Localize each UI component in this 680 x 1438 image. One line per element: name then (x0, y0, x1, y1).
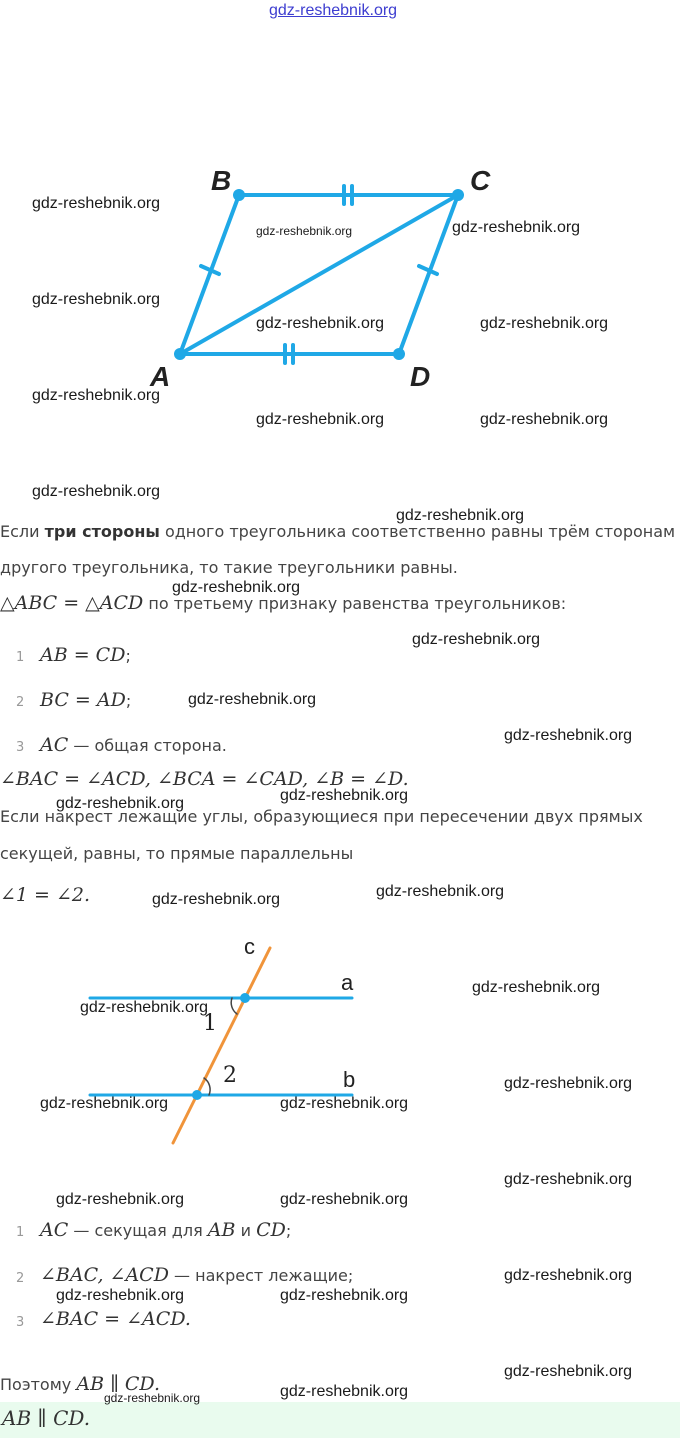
label-angle-2: 2 (223, 1063, 237, 1088)
paragraph-sss-line1: Если три стороны одного треугольника соответственно равны трём сторонам (0, 522, 676, 541)
answer-text: AB ∥ CD. (2, 1406, 91, 1430)
watermark: gdz-reshebnik.org (452, 219, 581, 236)
watermark: gdz-reshebnik.org (504, 1075, 633, 1092)
watermark: gdz-reshebnik.org (480, 411, 609, 428)
watermark: gdz-reshebnik.org (280, 787, 409, 804)
watermark: gdz-reshebnik.org (56, 1287, 185, 1304)
point-b (233, 189, 245, 201)
watermark: gdz-reshebnik.org (104, 1391, 201, 1405)
watermark: gdz-reshebnik.org (472, 979, 601, 996)
watermark: gdz-reshebnik.org (32, 483, 161, 500)
watermark: gdz-reshebnik.org (32, 387, 161, 404)
list1-item-2: BC = AD; (40, 689, 132, 711)
paragraph-parallel-line2: секущей, равны, то прямые параллельны (0, 844, 354, 863)
therefore-statement: Поэтому AB ∥ CD. (0, 1373, 161, 1395)
list2-item-1: AC — секущая для AB и CD; (40, 1219, 292, 1241)
label-c-line: c (244, 934, 255, 959)
paragraph-sss-line2: другого треугольника, то такие треугольники равны. (0, 558, 458, 577)
list1-number-3: 3 (16, 740, 25, 755)
label-a: A (150, 361, 171, 392)
top-watermark-link[interactable]: gdz-reshebnik.org (269, 2, 398, 19)
watermark: gdz-reshebnik.org (152, 891, 281, 908)
list2-number-2: 2 (16, 1271, 25, 1286)
watermark: gdz-reshebnik.org (480, 315, 609, 332)
parallelogram-figure (0, 150, 680, 400)
list2-number-1: 1 (16, 1225, 25, 1240)
watermark: gdz-reshebnik.org (32, 195, 161, 212)
angle-1-eq-2: ∠1 = ∠2. (0, 884, 91, 906)
watermark: gdz-reshebnik.org (504, 1363, 633, 1380)
intersection-ac (240, 993, 250, 1003)
label-b-line: b (343, 1067, 356, 1092)
list1-number-1: 1 (16, 650, 25, 665)
point-c (452, 189, 464, 201)
watermark: gdz-reshebnik.org (80, 999, 209, 1016)
list2-number-3: 3 (16, 1315, 25, 1330)
watermark: gdz-reshebnik.org (412, 631, 541, 648)
watermark: gdz-reshebnik.org (280, 1383, 409, 1400)
watermark: gdz-reshebnik.org (172, 579, 301, 596)
watermark: gdz-reshebnik.org (396, 507, 525, 524)
point-a (174, 348, 186, 360)
watermark: gdz-reshebnik.org (256, 224, 353, 238)
watermark: gdz-reshebnik.org (32, 291, 161, 308)
label-a-line: a (341, 970, 354, 995)
side-cd (399, 195, 458, 354)
paragraph-congruence: △ABC = △ACD по третьему признаку равенства треугольников: (0, 592, 567, 614)
list1-item-1: AB = CD; (40, 644, 131, 666)
watermark: gdz-reshebnik.org (376, 883, 505, 900)
list2-item-3: ∠BAC = ∠ACD. (40, 1308, 191, 1330)
intersection-bc (192, 1090, 202, 1100)
side-ab (180, 195, 239, 354)
label-angle-1: 1 (203, 1011, 217, 1036)
watermark: gdz-reshebnik.org (280, 1287, 409, 1304)
watermark: gdz-reshebnik.org (56, 1191, 185, 1208)
watermark: gdz-reshebnik.org (504, 1267, 633, 1284)
watermark: gdz-reshebnik.org (256, 315, 385, 332)
watermark: gdz-reshebnik.org (280, 1191, 409, 1208)
watermark: gdz-reshebnik.org (504, 727, 633, 744)
watermark: gdz-reshebnik.org (280, 1095, 409, 1112)
transversal-c (173, 948, 270, 1143)
watermark: gdz-reshebnik.org (56, 795, 185, 812)
answer-box (0, 1402, 680, 1438)
parallel-lines-figure (0, 930, 680, 1150)
point-d (393, 348, 405, 360)
angles-equality: ∠BAC = ∠ACD, ∠BCA = ∠CAD, ∠B = ∠D. (0, 768, 409, 790)
label-b: B (211, 165, 232, 196)
arc-angle-1 (231, 998, 237, 1014)
watermark: gdz-reshebnik.org (256, 411, 385, 428)
list1-item-3: AC — общая сторона. (40, 734, 227, 756)
paragraph-parallel-line1: Если накрест лежащие углы, образующиеся при пересечении двух прямых (0, 807, 643, 826)
list1-number-2: 2 (16, 695, 25, 710)
label-c: C (470, 165, 491, 196)
list2-item-2: ∠BAC, ∠ACD — накрест лежащие; (40, 1264, 354, 1286)
watermark: gdz-reshebnik.org (504, 1171, 633, 1188)
watermark: gdz-reshebnik.org (188, 691, 317, 708)
watermark: gdz-reshebnik.org (40, 1095, 169, 1112)
label-d: D (410, 361, 431, 392)
